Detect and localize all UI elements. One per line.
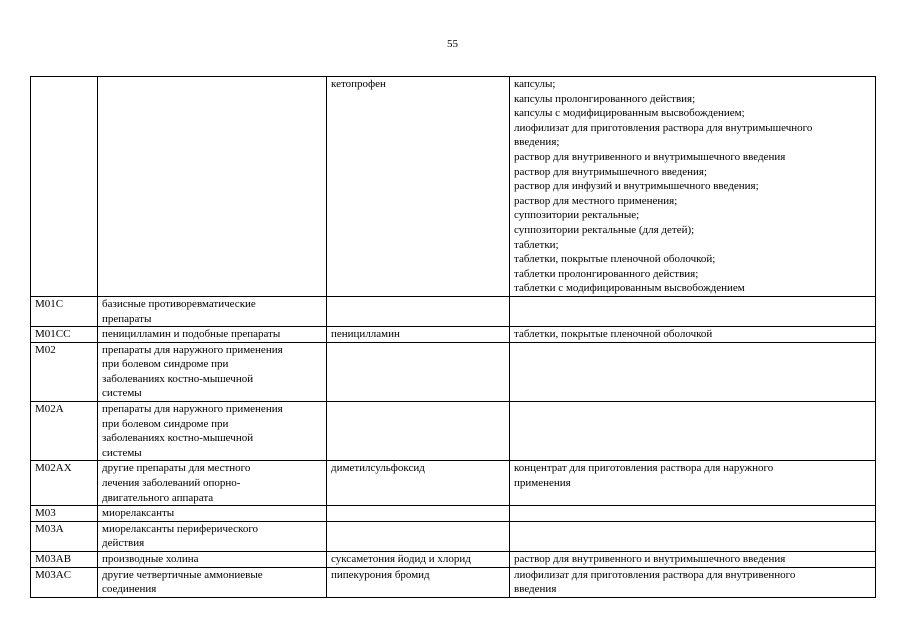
dosage-form-line: капсулы пролонгированного действия; [514, 92, 696, 105]
page-number: 55 [447, 38, 458, 50]
dosage-form-line: раствор для местного применения; [514, 194, 678, 207]
drug-name-cell [327, 77, 510, 297]
atc-code-cell [31, 461, 98, 506]
group-line: лечения заболеваний опорно- [102, 477, 241, 490]
table-row [31, 567, 876, 597]
drug-name-cell [327, 327, 510, 343]
group-line: миорелаксанты периферического [102, 522, 259, 535]
atc-code-cell [31, 327, 98, 343]
dosage-form-line: лиофилизат для приготовления раствора для внутримышечного [514, 121, 813, 134]
dosage-form-line: применения [514, 477, 571, 490]
anatomical-group-cell [98, 461, 327, 506]
group-line: при болевом синдроме при [102, 417, 229, 430]
dosage-form-line: раствор для внутривенного и внутримышечного введения [514, 150, 786, 163]
atc-code-cell [31, 77, 98, 297]
group-line: другие препараты для местного [102, 462, 251, 475]
group-line: системы [102, 446, 142, 459]
anatomical-group-cell [98, 327, 327, 343]
drug-name: пеницилламин [331, 328, 400, 341]
anatomical-group-cell [98, 521, 327, 551]
atc-code-cell [31, 402, 98, 461]
dosage-form-line: суппозитории ректальные (для детей); [514, 223, 695, 236]
group-line: препараты для наружного применения [102, 403, 283, 416]
group-line: пеницилламин и подобные препараты [102, 328, 281, 341]
table-row [31, 521, 876, 551]
dosage-form-line: раствор для внутривенного и внутримышечного введения [514, 553, 786, 565]
dosage-forms-cell [510, 567, 876, 597]
atc-code: M03A [35, 522, 64, 535]
atc-code: M03AB [35, 553, 72, 565]
group-line: препараты для наружного применения [102, 343, 283, 356]
anatomical-group-cell [98, 552, 327, 568]
dosage-forms-cell [510, 327, 876, 343]
table-row [31, 327, 876, 343]
table-row [31, 296, 876, 326]
dosage-form-line: раствор для внутримышечного введения; [514, 165, 708, 178]
table-row [31, 506, 876, 522]
group-line: двигательного аппарата [102, 491, 214, 504]
anatomical-group-cell [98, 77, 327, 297]
dosage-form-line: таблетки пролонгированного действия; [514, 267, 699, 280]
atc-code: M01C [35, 297, 64, 310]
dosage-forms-cell [510, 77, 876, 297]
atc-code: M03 [35, 507, 56, 520]
dosage-forms-cell [510, 506, 876, 522]
dosage-form-line: капсулы с модифицированным высвобождением; [514, 107, 745, 120]
table-row [31, 402, 876, 461]
table-body [31, 77, 876, 598]
atc-code-cell [31, 506, 98, 522]
drug-name-cell [327, 567, 510, 597]
atc-code-cell [31, 342, 98, 401]
drug-name-cell [327, 461, 510, 506]
atc-code: M03AC [35, 568, 72, 581]
dosage-forms-cell [510, 521, 876, 551]
table-row [31, 461, 876, 506]
dosage-form-line: таблетки; [514, 238, 559, 251]
dosage-form-line: введения; [514, 136, 560, 149]
anatomical-group-cell [98, 567, 327, 597]
drug-table [30, 76, 876, 598]
dosage-form-line: раствор для инфузий и внутримышечного введения; [514, 180, 759, 193]
drug-name: диметилсульфоксид [331, 462, 425, 475]
group-line: базисные противоревматические [102, 297, 256, 310]
anatomical-group-cell [98, 506, 327, 522]
atc-code-cell [31, 567, 98, 597]
dosage-forms-cell [510, 402, 876, 461]
atc-code-cell [31, 296, 98, 326]
group-line: препараты [102, 312, 152, 325]
anatomical-group-cell [98, 296, 327, 326]
atc-code-cell [31, 552, 98, 568]
table-row [31, 552, 876, 568]
dosage-form-line: таблетки, покрытые пленочной оболочкой; [514, 253, 716, 266]
group-line: заболеваниях костно-мышечной [102, 432, 254, 445]
atc-code: M02AX [35, 462, 72, 475]
dosage-form-line: таблетки, покрытые пленочной оболочкой [514, 328, 713, 341]
dosage-forms-cell [510, 296, 876, 326]
dosage-form-line: лиофилизат для приготовления раствора для внутривенного [514, 568, 796, 581]
anatomical-group-cell [98, 342, 327, 401]
drug-name-cell [327, 552, 510, 568]
group-line: заболеваниях костно-мышечной [102, 372, 254, 385]
atc-code: M02A [35, 403, 64, 416]
drug-name-cell [327, 521, 510, 551]
group-line: системы [102, 387, 142, 400]
dosage-form-line: таблетки с модифицированным высвобождением [514, 282, 745, 295]
dosage-form-line: концентрат для приготовления раствора для наружного [514, 462, 774, 475]
drug-name-cell [327, 342, 510, 401]
dosage-form-line: капсулы; [514, 78, 556, 90]
dosage-forms-cell [510, 552, 876, 568]
table-row [31, 77, 876, 297]
anatomical-group-cell [98, 402, 327, 461]
drug-name-cell [327, 402, 510, 461]
dosage-form-line: введения [514, 583, 557, 596]
drug-name-cell [327, 296, 510, 326]
group-line: миорелаксанты [102, 507, 175, 520]
dosage-form-line: суппозитории ректальные; [514, 209, 640, 222]
drug-name-cell [327, 506, 510, 522]
drug-name: кетопрофен [331, 78, 386, 90]
atc-code-cell [31, 521, 98, 551]
group-line: другие четвертичные аммониевые [102, 568, 263, 581]
dosage-forms-cell [510, 342, 876, 401]
group-line: соединения [102, 583, 157, 596]
atc-code: M02 [35, 343, 56, 356]
group-line: действия [102, 537, 145, 550]
atc-code: M01CC [35, 328, 71, 341]
drug-name: пипекурония бромид [331, 568, 430, 581]
drug-name: суксаметония йодид и хлорид [331, 553, 471, 565]
group-line: при болевом синдроме при [102, 358, 229, 371]
group-line: производные холина [102, 553, 199, 565]
table-row [31, 342, 876, 401]
dosage-forms-cell [510, 461, 876, 506]
